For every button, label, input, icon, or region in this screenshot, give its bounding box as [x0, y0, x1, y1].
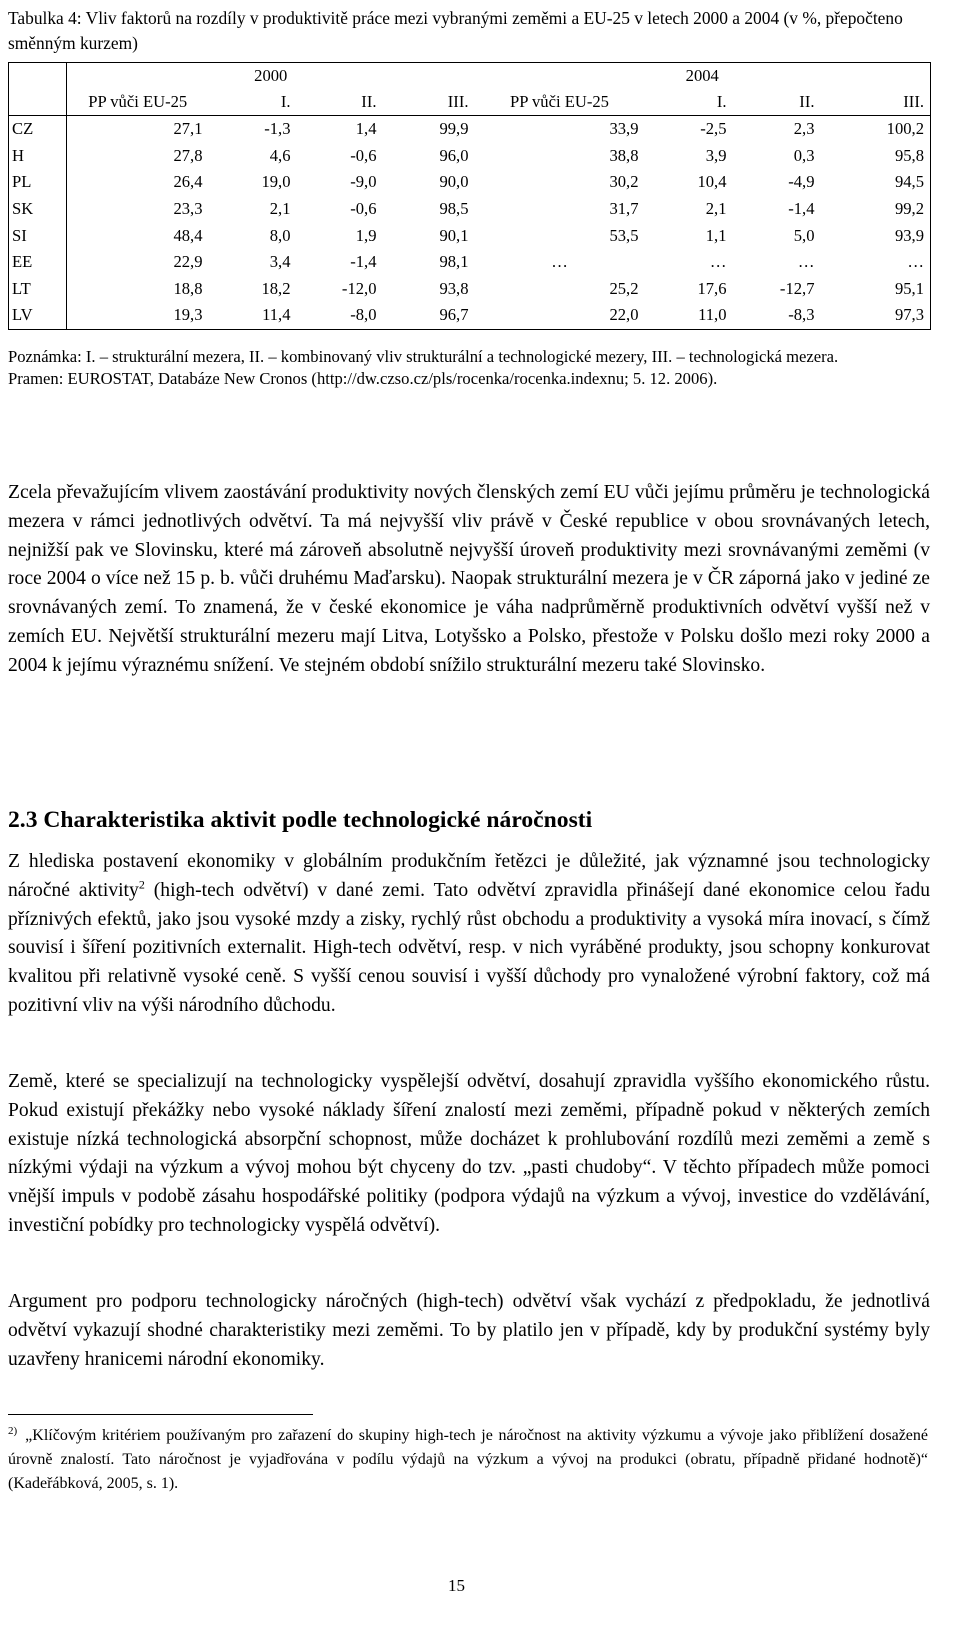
table-cell: 11,0 — [645, 302, 733, 329]
table-cell: 10,4 — [697, 172, 727, 192]
paragraph-argument — [8, 1288, 930, 1374]
table-cell: 18,2 — [261, 278, 291, 298]
paragraph-text: Země, které se specializují na technologicky vyspělejší odvětví, dosahují zpravidla vyššího ekonomického růstu. Pokud existují překážky nebo vysoké náklady šíření znalostí mezi zeměmi, případně pokud v některých zemích existuje nízká technologická absorpční schopnost, může docházet k prohlubování rozdílů mezi zeměmi a země s nízkými výdaji na výzkum a vývoj mohou být chyceny do tzv. „pasti chudoby“. V těchto případech může pomoci vnější impuls v podobě zásahu hospodářské politiky (podpora výdajů na výzkum a vývoj, investice do vzdělávání, investiční pobídky pro technologicky vyspělá odvětví). — [8, 1071, 930, 1236]
table-cell: -0,6 — [350, 145, 377, 165]
table-caption: Tabulka 4: Vliv faktorů na rozdíly v produktivitě práce mezi vybranými zeměmi a EU-25 v letech 2000 a 2004 (v %, přepočteno směnným kurzem) — [8, 8, 903, 53]
paragraph-text: Z hlediska postavení ekonomiky v globálním produkčním řetězci je důležité, jak významné jsou technologicky náročné aktivity — [8, 851, 930, 901]
table-row — [9, 222, 931, 249]
subheader-i-2000: I. — [280, 92, 291, 111]
table-source: Pramen: EUROSTAT, Databáze New Cronos (http://dw.czso.cz/pls/rocenka/rocenka.indexnu; 5. 12. 2006). — [8, 369, 718, 388]
table-cell: -1,4 — [350, 252, 377, 272]
table-cell: 95,8 — [821, 143, 931, 170]
country-code: CZ — [9, 116, 67, 143]
table-cell: 98,1 — [439, 252, 469, 272]
country-code: SI — [9, 222, 67, 249]
table-cell: 96,0 — [439, 145, 469, 165]
table-row — [9, 302, 931, 329]
table-cell: -2,5 — [645, 116, 733, 143]
paragraph-text: Zcela převažujícím vlivem zaostávání produktivity nových členských zemí EU vůči jejímu průměru je technologická mezera v rámci jednotlivých odvětví. Ta má nejvyšší vliv právě v České republice v obou srovnávaných letech, nejnižší pak ve Slovinsku, které má zároveň absolutně nejvyšší úroveň produktivity mezi srovnávanými zeměmi (v roce 2004 o více než 15 p. b. vůči druhému Maďarsku). Naopak strukturální mezera je v ČR záporná jako v jediné ze srovnávaných zemí. To znamená, že v české ekonomice je váha nadprůměrně produktivních odvětví vyšší než v zemích EU. Největší strukturální mezeru mají Litva, Lotyšsko a Polsko, přestože v Polsku došlo mezi roky 2000 a 2004 k jejímu výraznému snížení. Ve stejném období snížilo strukturální mezeru také Slovinsko. — [8, 482, 930, 676]
table-cell: 90,0 — [439, 172, 469, 192]
table-cell: 18,8 — [173, 278, 203, 298]
country-code: EE — [9, 249, 67, 276]
table-cell: -9,0 — [350, 172, 377, 192]
table-cell: 93,8 — [439, 278, 469, 298]
year-2004-header: 2004 — [475, 63, 931, 90]
table-row — [9, 116, 931, 143]
table-cell: -1,4 — [788, 199, 815, 219]
table-cell: 2,1 — [705, 199, 727, 219]
table-cell: 94,5 — [821, 169, 931, 196]
paragraph-high-tech — [8, 848, 930, 1021]
subheader-ii-2000: II. — [361, 92, 377, 111]
table-cell: 1,1 — [705, 225, 727, 245]
subheader-iii-2000: III. — [447, 92, 469, 111]
table-cell: 25,2 — [609, 278, 639, 298]
table-cell: 1,4 — [297, 116, 383, 143]
section-heading: 2.3 Charakteristika aktivit podle technologické náročnosti — [8, 807, 593, 833]
paragraph-technology-gap — [8, 479, 930, 681]
table-cell: 30,2 — [609, 172, 639, 192]
year-2000-header: 2000 — [67, 63, 475, 90]
table-cell: … — [551, 252, 568, 272]
table-cell: -1,3 — [209, 116, 297, 143]
table-cell: 3,4 — [269, 252, 291, 272]
table-cell: 99,2 — [821, 196, 931, 223]
table-cell: … — [709, 252, 727, 272]
paragraph-specialization — [8, 1068, 930, 1241]
table-cell: 98,5 — [439, 199, 469, 219]
paragraph-text-continued: (high-tech odvětví) v dané zemi. Tato odvětví zpravidla přinášejí dané ekonomice celou řadu příznivých efektů, jako jsou vysoké mzdy a zisky, rychlý růst obchodu a produktivity a vysoká míra inovací, s čímž souvisí i šíření pozitivních externalit. High-tech odvětví, resp. v nich vyráběné produkty, jsou schopny konkurovat kvalitou při relativně vysoké ceně. S vyšší cenou souvisí i vyšší důchody pro vynaložené výrobní faktory, což má pozitivní vliv na výši národního důchodu. — [8, 879, 930, 1016]
footnote-mark: 2) — [8, 1424, 18, 1437]
country-code: LT — [9, 276, 67, 303]
table-row — [9, 196, 931, 223]
subheader-pp-2004: PP vůči EU-25 — [510, 92, 609, 111]
table-cell: -8,3 — [733, 302, 821, 329]
table-cell: 100,2 — [821, 116, 931, 143]
footnote-reference: 2 — [138, 877, 145, 892]
footnote-divider — [8, 1414, 313, 1415]
table-cell: -4,9 — [788, 172, 815, 192]
country-code: PL — [9, 169, 67, 196]
subheader-i-2004: I. — [716, 92, 727, 111]
year-header-row — [9, 63, 931, 90]
table-cell: 5,0 — [793, 225, 815, 245]
table-cell: 27,1 — [67, 116, 209, 143]
paragraph-text: Argument pro podporu technologicky náročných (high-tech) odvětví však vychází z předpokladu, že jednotlivá odvětví vykazují shodné charakteristiky mezi zeměmi. To by platilo jen v případě, kdy by produkční systémy byly uzavřeny hranicemi národní ekonomiky. — [8, 1291, 930, 1370]
table-cell: 4,6 — [269, 145, 291, 165]
table-cell: 93,9 — [821, 222, 931, 249]
table-cell: 99,9 — [383, 116, 475, 143]
table-cell: 19,3 — [67, 302, 209, 329]
table-cell: -12,7 — [779, 278, 815, 298]
footnote — [8, 1424, 928, 1496]
subheader-ii-2004: II. — [799, 92, 815, 111]
table-cell: … — [821, 249, 931, 276]
table-cell: -12,0 — [341, 278, 377, 298]
table-cell: 53,5 — [609, 225, 639, 245]
table-cell: 48,4 — [173, 225, 203, 245]
table-cell: 22,9 — [173, 252, 203, 272]
footnote-text: „Klíčovým kritériem používaným pro zařazení do skupiny high-tech je náročnost na aktivity výzkumu a vývoje jako přiblížení dosažené úrovně znalostí. Tato náročnost je vyjadřována v podílu výdajů na výzkum a vývoj na produkci (obratu, případně přidané hodnotě)“ (Kadeřábková, 2005, s. 1). — [8, 1427, 928, 1492]
table-cell: 27,8 — [173, 145, 203, 165]
table-cell: 26,4 — [173, 172, 203, 192]
table-cell: 19,0 — [261, 172, 291, 192]
table-cell: 96,7 — [383, 302, 475, 329]
table-cell: 8,0 — [269, 225, 291, 245]
table-cell: 22,0 — [475, 302, 645, 329]
country-code: LV — [9, 302, 67, 329]
table-cell: 33,9 — [475, 116, 645, 143]
table-note: Poznámka: I. – strukturální mezera, II. – kombinovaný vliv strukturální a technologické mezery, III. – technologická mezera. — [8, 347, 839, 366]
table-cell: … — [797, 252, 815, 272]
table-row — [9, 169, 931, 196]
table-cell: 0,3 — [793, 145, 815, 165]
country-code: H — [9, 143, 67, 170]
table-row — [9, 249, 931, 276]
table-cell: 90,1 — [439, 225, 469, 245]
table-cell: -0,6 — [350, 199, 377, 219]
subheader-row — [9, 89, 931, 116]
table-notes — [8, 346, 928, 390]
productivity-table — [8, 62, 931, 330]
table-cell: 1,9 — [355, 225, 377, 245]
subheader-iii-2004: III. — [821, 89, 931, 116]
table-row — [9, 276, 931, 303]
table-row — [9, 143, 931, 170]
page-number: 15 — [448, 1576, 465, 1595]
table-cell: 11,4 — [209, 302, 297, 329]
table-cell: 17,6 — [697, 278, 727, 298]
table-cell: 3,9 — [705, 145, 727, 165]
table-cell: 95,1 — [821, 276, 931, 303]
table-cell: 23,3 — [173, 199, 203, 219]
table-cell: -8,0 — [297, 302, 383, 329]
country-code: SK — [9, 196, 67, 223]
table-cell: 2,3 — [733, 116, 821, 143]
table-cell: 2,1 — [269, 199, 291, 219]
subheader-pp-2000: PP vůči EU-25 — [88, 92, 188, 111]
table-cell: 31,7 — [609, 199, 639, 219]
table-cell: 38,8 — [609, 145, 639, 165]
table-cell: 97,3 — [821, 302, 931, 329]
